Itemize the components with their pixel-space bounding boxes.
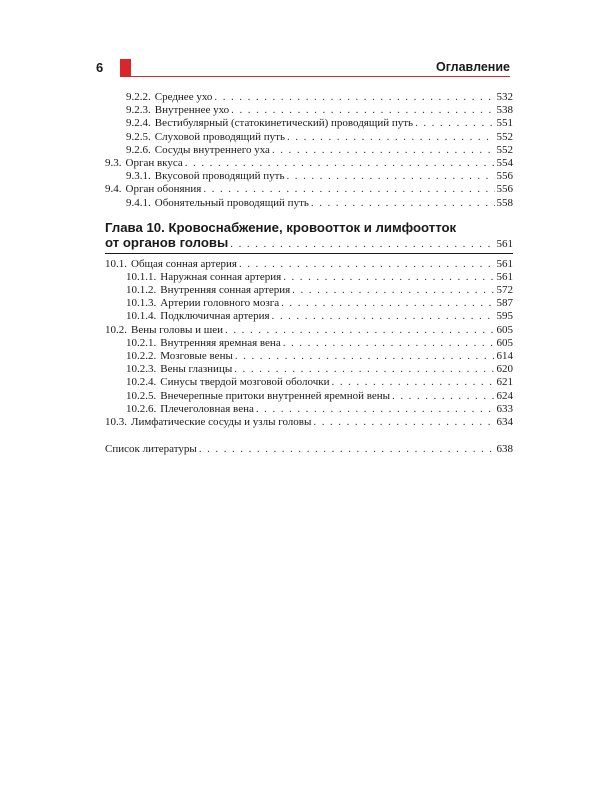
dot-leader [234,363,494,376]
dot-leader [287,131,495,144]
toc-entry-page: 532 [496,91,513,103]
toc-entry-page: 556 [496,183,513,196]
toc-entry-number: 10.2.3. [126,363,157,376]
toc-entry-page: 605 [496,336,513,349]
toc-entry[interactable] [105,183,513,196]
chapter-title-line-1: Глава 10. Кровоснабжение, кровоотток и лимфоотток [105,219,457,235]
toc-entry-number: 10.1.4. [126,310,157,323]
toc-entry[interactable] [105,157,513,170]
toc-entry-title: Среднее ухо [154,91,213,103]
toc-entry-title: Внечерепные притоки внутренней яремной вены [160,389,391,402]
toc-entry-number: 9.3.1. [126,170,151,183]
toc-entry-page: 551 [496,117,513,130]
toc-entry[interactable] [105,117,513,130]
toc-entry-title: Наружная сонная артерия [160,270,282,283]
toc-entry[interactable] [105,324,513,337]
toc-entry-title: Синусы твердой мозговой оболочки [160,376,330,389]
header-rule [120,76,510,77]
toc-entry-title: Обонятельный проводящий путь [154,196,309,209]
toc-entry-page: 620 [496,363,513,376]
dot-leader [231,104,494,117]
toc-entry[interactable] [105,403,513,416]
chapter-underline [105,253,513,254]
toc-entry-title: Мозговые вены [160,350,233,362]
toc-entry-page: 552 [496,130,513,143]
dot-leader [235,350,495,363]
toc-entry-number: 10.2.4. [126,376,157,389]
toc-entry[interactable] [105,297,513,310]
toc-entry[interactable] [105,337,513,350]
toc-entry-page: 595 [496,310,513,323]
toc-entry-number: 9.2.3. [126,104,151,117]
toc-entry-page: 572 [496,284,513,297]
toc-entry-number: 9.4.1. [126,196,151,209]
dot-leader [230,237,494,252]
toc-entry-page: 558 [496,196,513,209]
toc-entry-page: 634 [496,415,513,428]
chapter-title-line-2: от органов головы [105,234,229,250]
toc-entry-number: 9.4. [105,183,122,196]
toc-entry-page: 552 [496,143,513,156]
toc-entry-page: 624 [496,389,513,402]
toc-entry-number: 9.2.6. [126,143,151,156]
toc-entry[interactable] [105,363,513,376]
dot-leader [415,117,494,130]
toc-entry-number: 9.2.2. [126,91,151,103]
toc-entry-number: 10.2.2. [126,350,157,362]
toc-entry-page: 614 [496,350,513,362]
toc-entry-title: Общая сонная артерия [131,257,237,270]
toc-entry-page: 538 [496,104,513,117]
toc-entry-number: 9.2.5. [126,130,151,143]
table-of-contents [105,91,513,456]
toc-entry[interactable] [105,170,513,183]
dot-leader [272,310,495,323]
section-title: Оглавление [436,60,510,74]
dot-leader [199,443,495,456]
toc-entry-page: 587 [496,297,513,310]
toc-entry[interactable] [105,350,513,363]
dot-leader [225,324,494,337]
toc-entry-title: Слуховой проводящий путь [154,130,285,143]
dot-leader [292,284,494,297]
toc-entry[interactable] [105,258,513,271]
toc-entry-page: 561 [496,270,513,283]
toc-entry-title: Вены глазницы [160,363,233,376]
dot-leader [283,271,494,284]
toc-entry-title: Артерии головного мозга [160,297,280,310]
dot-leader [203,183,494,196]
toc-entry-title: Подключичная артерия [160,310,270,323]
toc-entry-number: 10.3. [105,415,127,428]
dot-leader [272,144,495,157]
toc-entry-title: Орган обоняния [125,183,202,196]
page-header [96,58,510,78]
toc-entry[interactable] [105,310,513,323]
toc-entry-number: 10.2.6. [126,402,157,415]
toc-entry[interactable] [105,91,513,104]
dot-leader [239,258,495,271]
toc-entry-title: Орган вкуса [125,156,183,169]
toc-entry-number: 10.2.1. [126,336,157,349]
dot-leader [256,403,495,416]
dot-leader [286,170,494,183]
references-page: 638 [496,443,513,456]
toc-entry[interactable] [105,144,513,157]
toc-entry-title: Внутреннее ухо [154,104,230,117]
toc-entry[interactable] [105,284,513,297]
toc-entry[interactable] [105,197,513,210]
toc-entry-title: Вкусовой проводящий путь [154,170,285,183]
toc-entry[interactable] [105,131,513,144]
dot-leader [283,337,495,350]
dot-leader [185,157,495,170]
toc-entry[interactable] [105,376,513,389]
dot-leader [392,390,494,403]
toc-entry-page: 605 [496,323,513,336]
dot-leader [281,297,494,310]
toc-entry-number: 10.1.2. [126,284,157,297]
toc-entry-number: 9.2.4. [126,117,151,130]
header-accent-mark [120,59,131,76]
toc-entry-number: 9.3. [105,156,122,169]
toc-entry[interactable] [105,104,513,117]
toc-entry-title: Вены головы и шеи [131,323,224,336]
chapter-page: 561 [496,237,513,250]
toc-entry-page: 621 [496,376,513,389]
toc-entry-title: Плечеголовная вена [160,402,254,415]
toc-entry-title: Внутренняя яремная вена [160,336,281,349]
toc-entry[interactable] [105,416,513,429]
dot-leader [214,91,494,104]
toc-entry-title: Сосуды внутреннего уха [154,143,270,156]
references-entry[interactable] [105,443,513,456]
references-title: Список литературы [105,443,197,456]
toc-entry-number: 10.1.3. [126,297,157,310]
toc-entry[interactable] [105,390,513,403]
toc-entry-number: 10.1. [105,257,127,270]
toc-entry-page: 556 [496,170,513,183]
toc-entry-number: 10.1.1. [126,270,157,283]
toc-entry-title: Лимфатические сосуды и узлы головы [131,415,312,428]
page-number: 6 [96,60,104,75]
dot-leader [332,376,495,389]
toc-entry-number: 10.2. [105,323,127,336]
toc-entry-title: Внутренняя сонная артерия [160,284,291,297]
dot-leader [313,416,494,429]
toc-entry-number: 10.2.5. [126,389,157,402]
toc-entry-page: 561 [496,257,513,270]
dot-leader [311,197,495,210]
toc-entry-page: 554 [496,156,513,169]
chapter-heading[interactable] [105,220,513,252]
toc-entry-page: 633 [496,402,513,415]
toc-entry[interactable] [105,271,513,284]
toc-entry-title: Вестибулярный (статокинетический) проводящий путь [154,117,414,130]
